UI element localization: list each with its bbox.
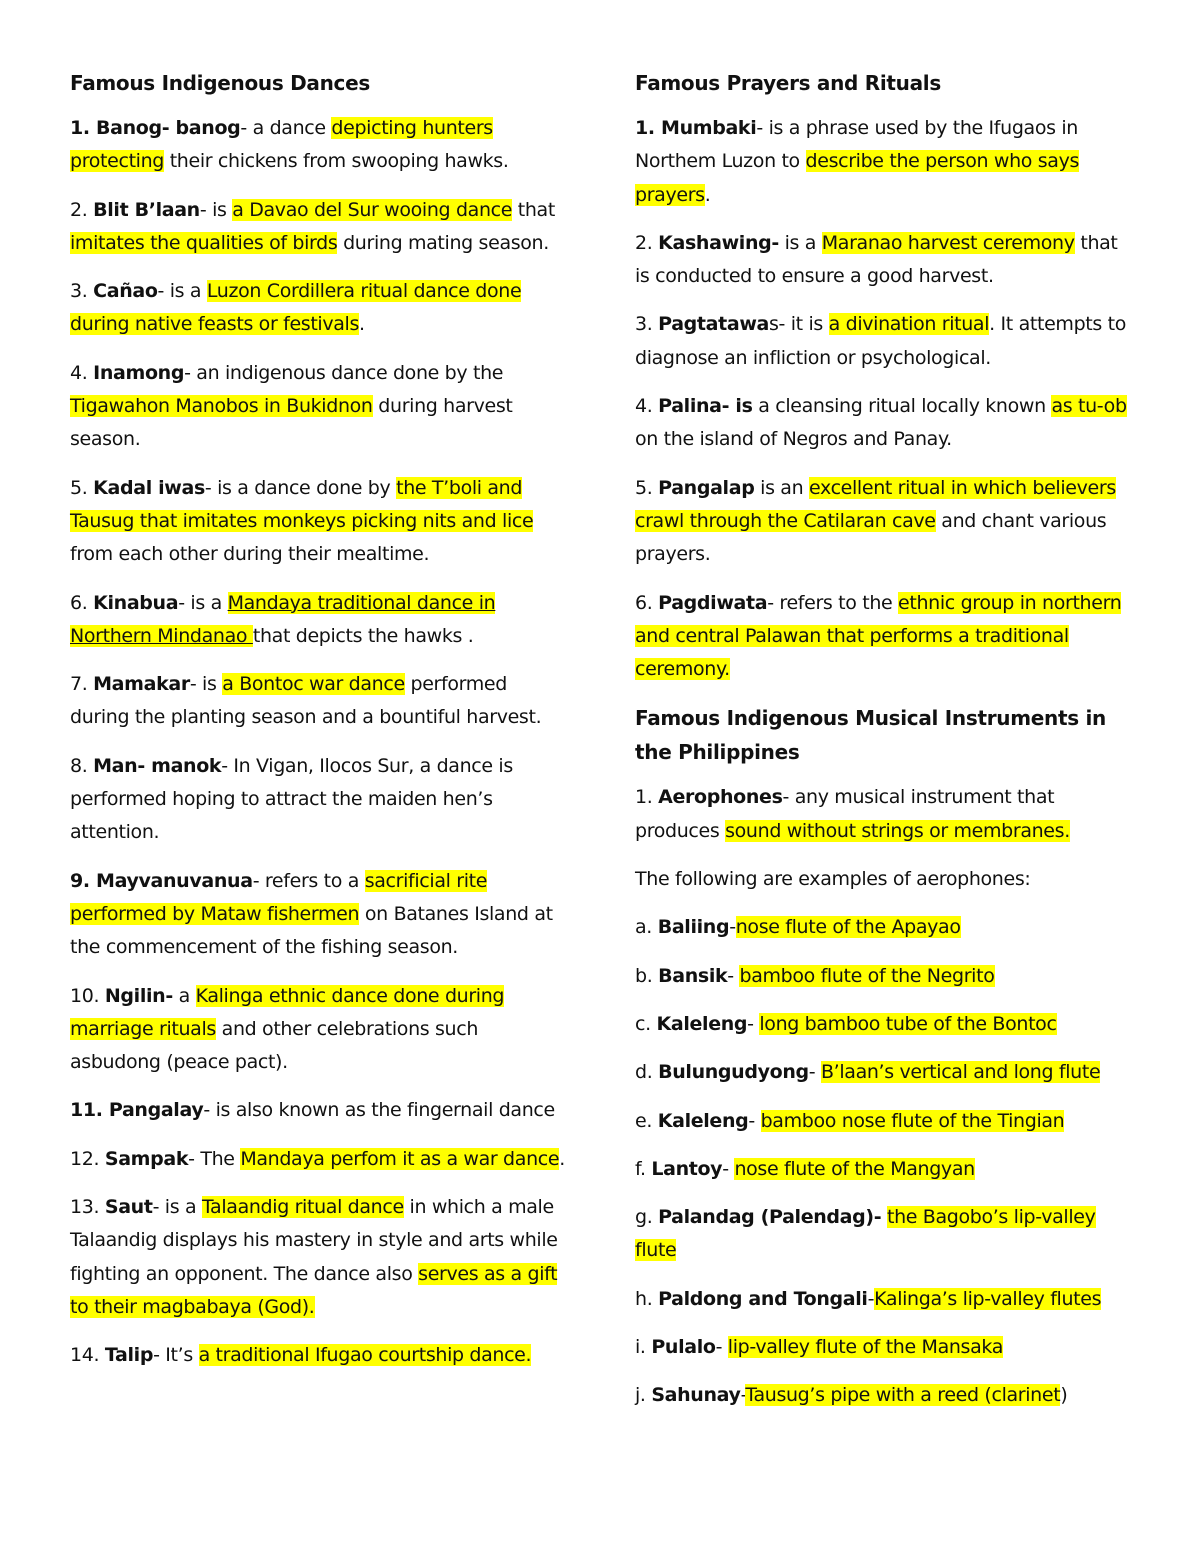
entry-text: a bbox=[172, 984, 196, 1007]
entry-text: - is also known as the fingernail dance bbox=[203, 1099, 555, 1122]
highlighted-text: sacrificial rite performed by Mataw fishermen bbox=[70, 869, 488, 925]
entry-text: - bbox=[748, 1109, 761, 1132]
instrument-entry bbox=[635, 1379, 1135, 1412]
dance-entry bbox=[70, 980, 570, 1080]
term-label: Banog- banog bbox=[96, 117, 241, 139]
entry-text: c. bbox=[635, 1012, 657, 1035]
entry-text: b. bbox=[635, 964, 659, 987]
entry-text: 8. bbox=[70, 754, 94, 777]
instrument-entry bbox=[635, 863, 1135, 896]
entry-text: d. bbox=[635, 1061, 659, 1084]
term-label: Kashawing- bbox=[658, 231, 779, 254]
entry-text: 14. bbox=[70, 1344, 105, 1367]
term-label: Blit B’laan bbox=[93, 198, 200, 221]
section-heading-rituals: Famous Prayers and Rituals bbox=[635, 71, 941, 95]
term-label: Saut bbox=[104, 1196, 153, 1219]
dance-entry bbox=[70, 1143, 570, 1176]
entry-text: 2. bbox=[635, 231, 659, 254]
term-label: 9. bbox=[70, 869, 97, 892]
entry-text: 4. bbox=[635, 395, 659, 418]
highlighted-text: Luzon Cordillera ritual dance done during native feasts or festivals bbox=[70, 280, 522, 336]
term-label: Paldong and Tongali bbox=[658, 1287, 868, 1310]
instrument-entry bbox=[635, 911, 1135, 944]
entry-text: 6. bbox=[70, 591, 94, 614]
dance-entry bbox=[70, 750, 570, 850]
highlighted-text: Mandaya traditional dance in Northern Mindanao bbox=[70, 591, 496, 647]
term-label: Pangalay bbox=[108, 1099, 204, 1122]
entry-text: h. bbox=[635, 1287, 659, 1310]
dance-entry bbox=[70, 1339, 570, 1372]
entry-text: 3. bbox=[70, 280, 94, 303]
entry-text: s- it is bbox=[769, 313, 829, 336]
term-label: Sampak bbox=[104, 1147, 189, 1170]
entry-text: in which a male Talaandig displays his mastery in style and arts while fighting an opponent. The dance also bbox=[70, 1196, 558, 1285]
entry-text: on the island of Negros and Panay. bbox=[635, 428, 952, 451]
entry-text: - is a phrase used by the Ifugaos in Northem Luzon to bbox=[635, 117, 1078, 173]
entry-text: that is conducted to ensure a good harvest. bbox=[635, 231, 1118, 288]
entry-text: - It’s bbox=[153, 1344, 199, 1367]
term-label: Bansik bbox=[658, 964, 728, 987]
instrument-entry bbox=[635, 960, 1135, 993]
term-label: 11. bbox=[70, 1099, 109, 1122]
term-label: Kinabua bbox=[93, 591, 179, 614]
term-label: Aerophones bbox=[658, 786, 783, 809]
highlighted-text: as tu-ob bbox=[1051, 395, 1127, 418]
highlighted-text: depicting hunters protecting bbox=[70, 117, 493, 173]
term-label: Pagtatawa bbox=[658, 313, 769, 336]
entry-text: - is bbox=[189, 673, 223, 696]
entry-text: a cleansing ritual locally known bbox=[752, 395, 1052, 418]
section-heading-dances: Famous Indigenous Dances bbox=[70, 71, 370, 95]
term-label: Pangalap bbox=[658, 476, 755, 499]
entry-text: that bbox=[512, 198, 555, 221]
entry-text: on Batanes Island at the commencement of the fishing season. bbox=[70, 902, 553, 959]
entry-text: - bbox=[729, 916, 736, 939]
entry-text: 13. bbox=[70, 1196, 105, 1219]
entry-text: - refers to the bbox=[767, 591, 899, 614]
dance-entry bbox=[70, 668, 570, 735]
dance-entry bbox=[70, 587, 570, 654]
highlighted-text: bamboo flute of the Negrito bbox=[739, 964, 995, 987]
dance-entry bbox=[70, 357, 570, 457]
entry-text: from each other during their mealtime. bbox=[70, 543, 430, 566]
entry-text: e. bbox=[635, 1109, 658, 1132]
entry-text: during mating season. bbox=[337, 231, 549, 254]
instruments-list bbox=[635, 781, 1135, 1412]
highlighted-text: serves as a gift to their magbabaya (God). bbox=[70, 1262, 558, 1318]
entry-text: 5. bbox=[635, 476, 659, 499]
highlighted-text: long bamboo tube of the Bontoc bbox=[759, 1012, 1057, 1035]
entry-text: 2. bbox=[70, 198, 94, 221]
highlighted-text: nose flute of the Apayao bbox=[735, 916, 961, 939]
entry-text: their chickens from swooping hawks. bbox=[164, 150, 509, 173]
entry-text: i. bbox=[635, 1336, 652, 1359]
dance-entry bbox=[70, 112, 570, 179]
section-heading-instruments: Famous Indigenous Musical Instruments in the Philippines bbox=[635, 706, 1106, 765]
instrument-entry bbox=[635, 1283, 1135, 1316]
entry-text: is an bbox=[754, 476, 809, 499]
entry-text: - a dance bbox=[240, 117, 332, 139]
term-label: Sahunay bbox=[651, 1384, 741, 1407]
highlighted-text: excellent ritual in which believers crawl through the Catilaran cave bbox=[635, 476, 1116, 532]
term-label: Palandag (Palendag)- bbox=[658, 1206, 882, 1229]
highlighted-text: ethnic group in northern and central Palawan that performs a traditional ceremony. bbox=[635, 591, 1122, 681]
term-label: Palina- is bbox=[658, 395, 753, 418]
entry-text: - is a dance done by bbox=[204, 476, 397, 499]
ritual-entry bbox=[635, 308, 1135, 375]
entry-text: The following are examples of aerophones: bbox=[635, 868, 1031, 891]
entry-text: - is a bbox=[157, 280, 207, 303]
highlighted-text: Kalinga’s lip-valley flutes bbox=[874, 1287, 1102, 1310]
term-label: Kaleleng bbox=[656, 1012, 748, 1035]
entry-text: . bbox=[359, 313, 365, 336]
entry-text: 10. bbox=[70, 984, 105, 1007]
right-column bbox=[635, 66, 1135, 1428]
highlighted-text: a Bontoc war dance bbox=[222, 673, 405, 696]
entry-text: - bbox=[747, 1012, 760, 1035]
entry-text: - bbox=[867, 1287, 875, 1310]
entry-text: 3. bbox=[635, 313, 659, 336]
entry-text: ) bbox=[1060, 1384, 1068, 1407]
dances-list bbox=[70, 112, 570, 1373]
highlighted-text: sound without strings or membranes. bbox=[725, 819, 1070, 842]
instrument-entry bbox=[635, 781, 1135, 848]
dance-entry bbox=[70, 1191, 570, 1324]
highlighted-text: a traditional Ifugao courtship dance. bbox=[198, 1344, 532, 1367]
ritual-entry bbox=[635, 390, 1135, 457]
entry-text: during harvest season. bbox=[70, 395, 513, 451]
highlighted-text: imitates the qualities of birds bbox=[70, 231, 338, 254]
dance-entry bbox=[70, 865, 570, 965]
term-label: Kaleleng bbox=[657, 1109, 749, 1132]
entry-text: 5. bbox=[70, 476, 94, 499]
entry-text: j. bbox=[635, 1384, 652, 1407]
instrument-entry bbox=[635, 1201, 1135, 1268]
highlighted-text: Tigawahon Manobos in Bukidnon bbox=[70, 395, 373, 418]
term-label: Baliing bbox=[657, 916, 730, 939]
term-label: Pagdiwata bbox=[658, 591, 768, 614]
entry-text: performed during the planting season and a bountiful harvest. bbox=[70, 673, 542, 729]
term-label: Kadal iwas bbox=[93, 476, 205, 499]
entry-text: . bbox=[704, 183, 711, 206]
term-label: 1. bbox=[70, 117, 97, 139]
instrument-entry bbox=[635, 1105, 1135, 1138]
highlighted-text: Talaandig ritual dance bbox=[201, 1196, 404, 1219]
entry-text: - bbox=[808, 1061, 821, 1084]
highlighted-text: describe the person who says prayers bbox=[635, 150, 1080, 206]
instrument-entry bbox=[635, 1056, 1135, 1089]
rituals-list bbox=[635, 112, 1135, 686]
entry-text: - an indigenous dance done by the bbox=[184, 361, 504, 384]
ritual-entry bbox=[635, 227, 1135, 294]
instrument-entry bbox=[635, 1153, 1135, 1186]
term-label: Man- manok bbox=[93, 754, 222, 777]
entry-text: is a bbox=[778, 231, 822, 254]
entry-text: - The bbox=[188, 1147, 241, 1170]
entry-text: - refers to a bbox=[252, 869, 365, 892]
term-label: Lantoy bbox=[651, 1157, 723, 1180]
term-label: 1. bbox=[635, 117, 662, 139]
dance-entry bbox=[70, 1094, 570, 1127]
entry-text: - bbox=[740, 1384, 746, 1407]
entry-text: - In Vigan, Ilocos Sur, a dance is performed hoping to attract the maiden hen’s attention. bbox=[70, 754, 513, 844]
entry-text: and other celebrations such asbudong (peace pact). bbox=[70, 1017, 479, 1074]
ritual-entry bbox=[635, 112, 1135, 212]
entry-text: - is bbox=[199, 198, 233, 221]
highlighted-text: the T’boli and Tausug that imitates monkeys picking nits and lice bbox=[70, 476, 534, 532]
term-label: Mumbaki bbox=[661, 117, 757, 139]
entry-text: - is a bbox=[178, 591, 228, 614]
entry-text: - any musical instrument that produces bbox=[635, 786, 1055, 842]
left-column bbox=[70, 66, 570, 1388]
term-label: Talip bbox=[104, 1344, 154, 1367]
highlighted-text: Maranao harvest ceremony bbox=[821, 231, 1075, 254]
entry-text: - bbox=[722, 1157, 735, 1180]
entry-text: f. bbox=[635, 1157, 652, 1180]
term-label: Cañao bbox=[93, 280, 158, 303]
term-label: Mayvanuvanua bbox=[96, 869, 253, 892]
term-label: Pulalo bbox=[651, 1336, 716, 1359]
ritual-entry bbox=[635, 587, 1135, 687]
entry-text: - bbox=[715, 1336, 728, 1359]
highlighted-text: Tausug’s pipe with a reed (clarinet bbox=[745, 1384, 1061, 1407]
dance-entry bbox=[70, 275, 570, 342]
highlighted-text: nose flute of the Mangyan bbox=[734, 1157, 975, 1180]
instrument-entry bbox=[635, 1331, 1135, 1364]
highlighted-text: Kalinga ethnic dance done during marriage rituals bbox=[70, 984, 505, 1040]
highlighted-text: bamboo nose flute of the Tingian bbox=[760, 1109, 1065, 1132]
highlighted-text: lip-valley flute of the Mansaka bbox=[727, 1336, 1004, 1359]
term-label: Ngilin- bbox=[104, 984, 173, 1007]
term-label: Inamong bbox=[93, 361, 185, 384]
entry-text: 6. bbox=[635, 591, 659, 614]
entry-text: 12. bbox=[70, 1147, 105, 1170]
highlighted-text: the Bagobo’s lip-valley flute bbox=[635, 1206, 1096, 1262]
entry-text: . It attempts to diagnose an infliction or psychological. bbox=[635, 313, 1127, 369]
instrument-entry bbox=[635, 1008, 1135, 1041]
highlighted-text: Mandaya perfom it as a war dance bbox=[240, 1147, 560, 1170]
entry-text: and chant various prayers. bbox=[635, 509, 1107, 566]
entry-text: - bbox=[727, 964, 740, 987]
dance-entry bbox=[70, 194, 570, 261]
highlighted-text: a Davao del Sur wooing dance bbox=[232, 198, 513, 221]
dance-entry bbox=[70, 472, 570, 572]
term-label: Mamakar bbox=[93, 673, 190, 696]
ritual-entry bbox=[635, 472, 1135, 572]
entry-text: 4. bbox=[70, 361, 94, 384]
entry-text: g. bbox=[635, 1206, 659, 1229]
term-label: Bulungudyong bbox=[658, 1061, 809, 1084]
entry-text: - is a bbox=[152, 1196, 202, 1219]
entry-text: 1. bbox=[635, 786, 659, 809]
entry-text: a. bbox=[635, 916, 658, 939]
entry-text: 7. bbox=[70, 673, 94, 696]
highlighted-text: B’laan’s vertical and long flute bbox=[820, 1061, 1101, 1084]
highlighted-text: a divination ritual bbox=[828, 313, 990, 336]
entry-text: that depicts the hawks . bbox=[252, 624, 474, 647]
entry-text: . bbox=[559, 1147, 565, 1170]
